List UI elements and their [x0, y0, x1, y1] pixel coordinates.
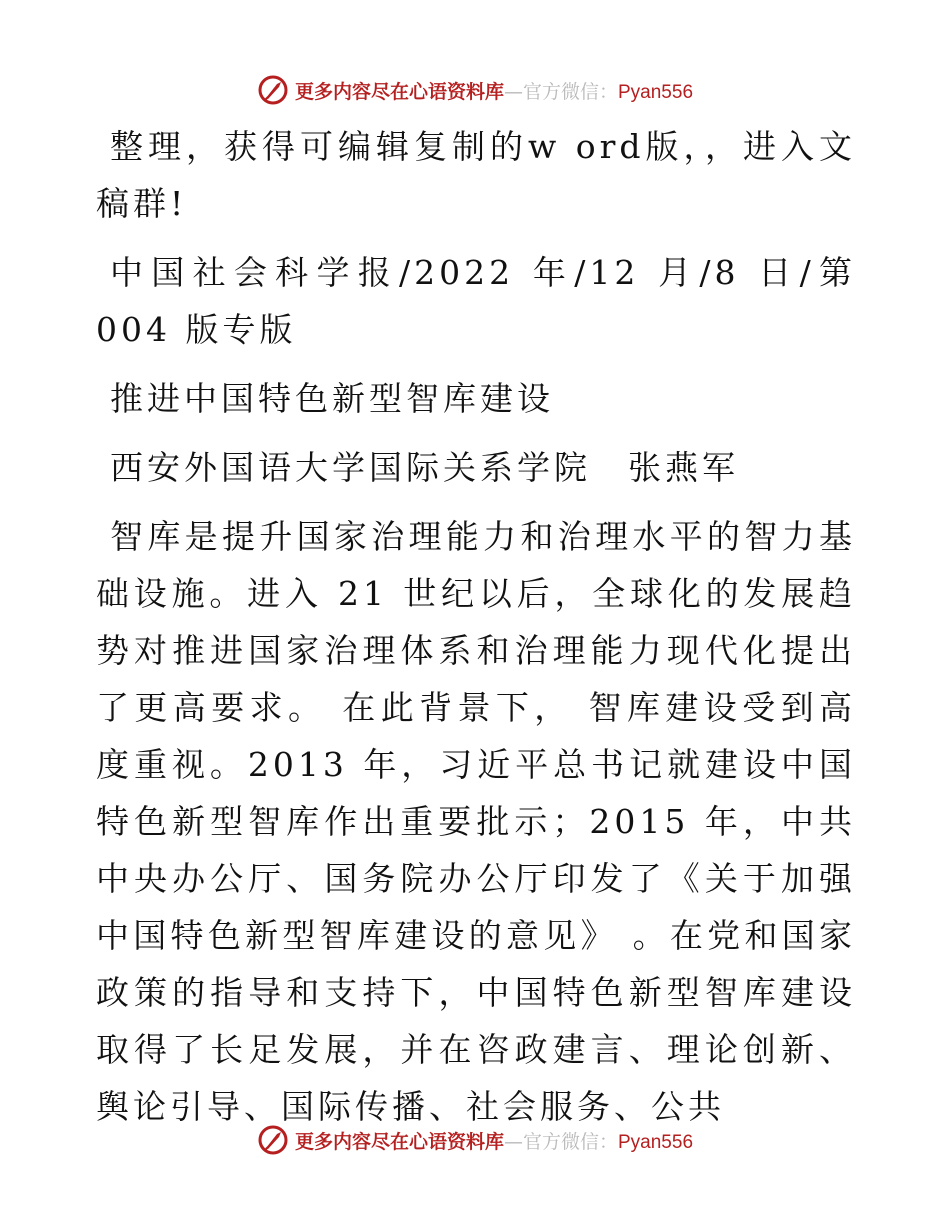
watermark-wechat-id: Pyan556 [618, 81, 694, 103]
header-watermark [0, 68, 950, 112]
watermark-brand-text: 更多内容尽在心语资料库 [294, 80, 504, 103]
source-line: 中国社会科学报/2022 年/12 月/8 日/第 004 版专版 [96, 253, 856, 349]
watermark-dash: — [503, 80, 523, 103]
footer-watermark [0, 1118, 950, 1162]
body-paragraph: 智库是提升国家治理能力和治理水平的智力基础设施。进入 21 世纪以后，全球化的发展趋势对推进国家治理体系和治理能力现代化提出了更高要求。 在此背景下， 智库建设受到高度重视。2013 年，习近平总书记就建设中国特色新型智库作出重要批示；2015 年，中共中央办公厅、国务院办公厅印发了《关于加强中国特色新型智库建设的意见》 。在党和国家政策的指导和支持下，中国特色新型智库建设取得了长足发展，并在咨政建言、理论创新、舆论引导、国际传播、社会服务、公共 [96, 517, 856, 1126]
watermark-dash: — [503, 1130, 523, 1153]
intro-note: 整理，获得可编辑复制的w ord版，，进入文稿群! [96, 127, 856, 223]
watermark-official-text: 官方微信： [522, 80, 618, 103]
feather-pen-logo-icon [257, 1124, 289, 1156]
watermark-brand-text: 更多内容尽在心语资料库 [294, 1130, 504, 1153]
watermark-official-text: 官方微信： [522, 1130, 618, 1153]
document-body [96, 118, 856, 1135]
watermark-wechat-id: Pyan556 [618, 1131, 694, 1153]
author-line: 西安外国语大学国际关系学院 张燕军 [110, 448, 739, 487]
feather-pen-logo-icon [257, 74, 289, 106]
article-title: 推进中国特色新型智库建设 [110, 379, 554, 418]
